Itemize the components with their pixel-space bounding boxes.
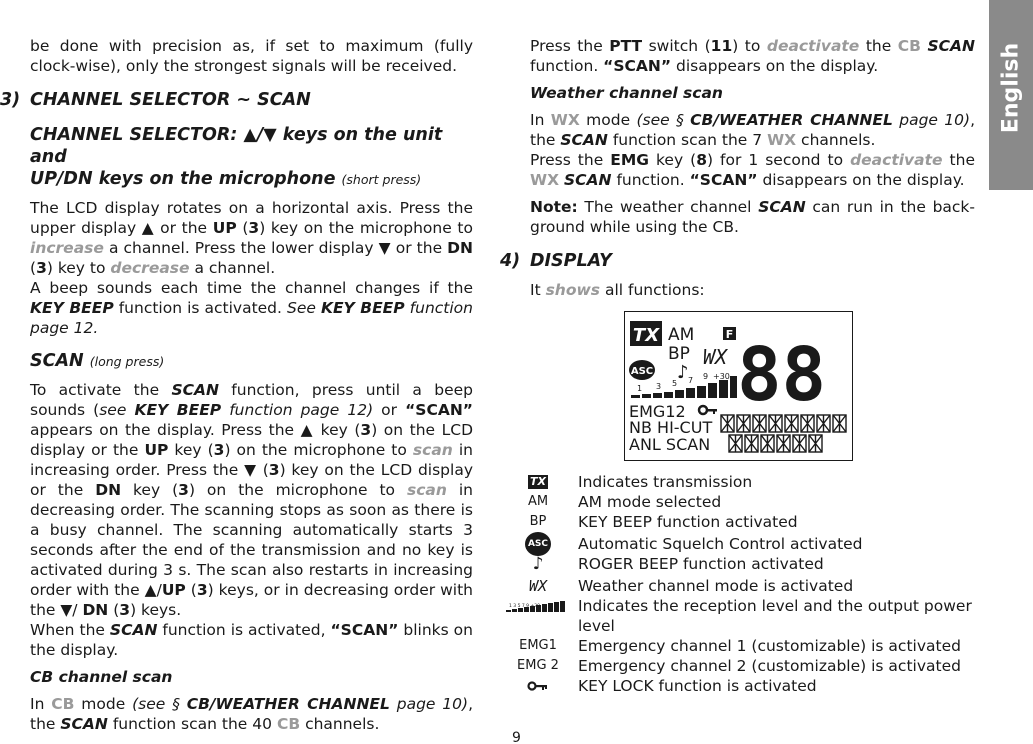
scan-paragraph-1: To activate the SCAN function, press until a beep sounds (see KEY BEEP function page 12) or “SCAN” appears on the display. Press the ▲ key (3) on the LCD display or the UP key (3) on the microphone to scan in increasing order. Press the ▼ (3) key on the LCD display or the DN key (3) on the microphone to scan in decreasing order. The scanning stops as soon as there is a busy channel. The scanning automatically starts 3 seconds after the end of the transmission and no key is activated during 3 s. The scan also restarts in increasing order with the ▲/UP (3) keys, or in decreasing order with the ▼/ DN (3) keys.: [30, 381, 474, 619]
note-icon: ♪: [532, 554, 544, 574]
asc-icon: ASC: [498, 534, 578, 554]
legend-row-emg2: EMG 2 Emergency channel 2 (customizable) is activated: [498, 656, 978, 676]
lcd-tick-30: +30: [713, 372, 730, 381]
language-tab-label: English: [998, 42, 1024, 134]
lcd-tick-3: 3: [656, 382, 662, 391]
scan-heading: SCAN (long press): [30, 351, 165, 371]
intro-paragraph: be done with precision as, if set to maximum (fully clock-wise), only the strongest signals will be received.: [30, 37, 473, 75]
lcd-note-icon: ♪: [677, 362, 689, 383]
cb-scan-heading: CB channel scan: [30, 668, 173, 686]
lcd-key-icon: [699, 406, 717, 414]
lcd-emg-text: EMG12: [629, 402, 686, 421]
lcd-am-text: AM: [668, 325, 695, 345]
legend-row-signal: 1 3 5 7 9 +30 Indicates the reception level and the output power level: [498, 596, 978, 636]
lcd-nb-text: NB HI-CUT: [629, 418, 713, 437]
legend-row-am: AM AM mode selected: [498, 492, 978, 512]
left-column: [0, 36, 474, 734]
lcd-segment-grid: [721, 415, 846, 452]
key-icon: [498, 676, 578, 696]
legend-row-tx: TX Indicates transmission: [498, 472, 978, 492]
language-tab: [989, 0, 1033, 190]
legend-row-bp: BP KEY BEEP function activated: [498, 512, 978, 532]
wx-scan-heading: Weather channel scan: [530, 84, 723, 102]
legend-row-key: KEY LOCK function is activated: [498, 676, 978, 696]
cb-scan-paragraph: In CB mode (see § CB/WEATHER CHANNEL page 10), the SCAN function scan the 40 CB channels.: [30, 695, 473, 733]
legend-row-note: ♪ ROGER BEEP function activated: [498, 554, 978, 574]
wx-note-paragraph: Note: The weather channel SCAN can run in the back-ground while using the CB.: [530, 198, 975, 236]
lcd-tx-text: TX: [632, 325, 660, 346]
bp-icon: BP: [529, 514, 547, 529]
lcd-legend: [498, 472, 978, 696]
lcd-wx-text: WX: [703, 345, 728, 369]
lcd-tick-9: 9: [703, 372, 709, 381]
wx-icon: WX: [528, 577, 548, 595]
lcd-display-illustration: [624, 311, 853, 461]
section-3-heading: 3) CHANNEL SELECTOR ~ SCAN: [0, 90, 311, 110]
shows-line: It shows all functions:: [530, 281, 705, 299]
lcd-svg: [625, 312, 851, 459]
lcd-tick-5: 5: [672, 379, 678, 388]
scan-paragraph-2: When the SCAN function is activated, “SCAN” blinks on the display.: [30, 621, 473, 659]
ptt-paragraph: Press the PTT switch (11) to deactivate the CB SCAN function. “SCAN” disappears on the display.: [530, 37, 976, 75]
right-column: [500, 36, 976, 300]
legend-row-emg1: EMG1 Emergency channel 1 (customizable) is activated: [498, 636, 978, 656]
lcd-anl-text: ANL SCAN: [629, 435, 711, 454]
lcd-bp-text: BP: [668, 344, 690, 364]
channel-selector-heading: CHANNEL SELECTOR: ▲/▼ keys on the unit and UP/DN keys on the microphone (short press): [30, 125, 443, 189]
page-number: 9: [512, 730, 521, 744]
wx-scan-paragraph-1: In WX mode (see § CB/WEATHER CHANNEL page 10), the SCAN function scan the 7 WX channels.: [530, 111, 976, 149]
section-4-heading: 4) DISPLAY: [500, 251, 612, 271]
wx-scan-paragraph-2: Press the EMG key (8) for 1 second to deactivate the WX SCAN function. “SCAN” disappears on the display.: [530, 151, 975, 189]
lcd-big-digits: 88: [737, 332, 827, 418]
am-icon: AM: [527, 494, 549, 509]
channel-selector-paragraph-1: The LCD display rotates on a horizontal axis. Press the upper display ▲ or the UP (3) key on the microphone to increase a channel. Press the lower display ▼ or the DN (3) key to decrease a channel.: [30, 199, 473, 277]
channel-selector-paragraph-2: A beep sounds each time the channel changes if the KEY BEEP function is activated. See KEY BEEP function page 12.: [30, 279, 473, 337]
tx-icon: TX: [530, 475, 546, 488]
lcd-tick-7: 7: [688, 376, 694, 385]
emg2-icon: EMG 2: [517, 658, 559, 673]
svg-text:1 3 5 7 9 +30: 1 3 5 7 9 +30: [509, 604, 540, 609]
lcd-asc-text: ASC: [630, 366, 654, 377]
legend-row-wx: WX Weather channel mode is activated: [498, 576, 978, 596]
lcd-f-text: F: [725, 328, 734, 341]
legend-row-asc: ASC Automatic Squelch Control activated: [498, 534, 978, 554]
lcd-tick-1: 1: [637, 384, 643, 393]
signal-bar-icon: [498, 596, 578, 616]
emg1-icon: EMG1: [519, 638, 557, 653]
